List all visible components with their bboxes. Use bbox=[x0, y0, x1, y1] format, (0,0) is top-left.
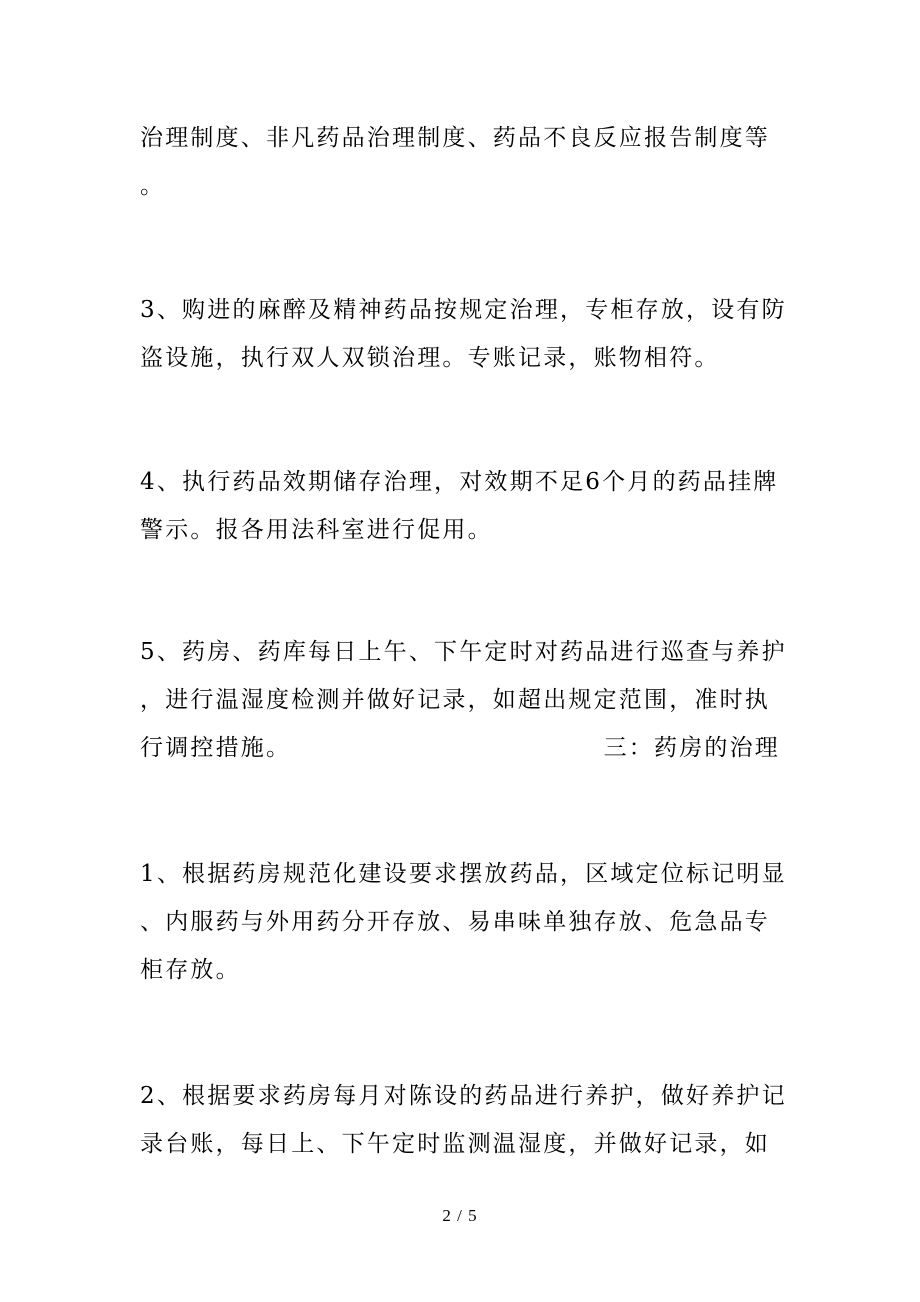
text-line: 盗设施，执行双人双锁治理。专账记录，账物相符。 bbox=[140, 345, 720, 371]
text-line: 。 bbox=[140, 173, 166, 199]
text-line: 警示。报各用法科室进行促用。 bbox=[140, 517, 493, 543]
paragraph-item-5-inspection bbox=[140, 628, 787, 772]
text-line: 3、购进的麻醉及精神药品按规定治理，专柜存放，设有防 bbox=[140, 297, 787, 323]
text-line: ，进行温湿度检测并做好记录，如超出规定范围，准时执 bbox=[140, 687, 770, 713]
text-line: 1、根据药房规范化建设要求摆放药品，区域定位标记明显 bbox=[140, 861, 787, 887]
text-line: 治理制度、非凡药品治理制度、药品不良反应报告制度等 bbox=[140, 125, 770, 151]
text-line: 2、根据要求药房每月对陈设的药品进行养护，做好养护记 bbox=[140, 1083, 787, 1109]
text-line: 5、药房、药库每日上午、下午定时对药品进行巡查与养护 bbox=[140, 639, 787, 665]
text-line: 录台账，每日上、下午定时监测温湿度，并做好记录，如 bbox=[140, 1131, 770, 1157]
text-line: 柜存放。 bbox=[140, 957, 241, 983]
paragraph-management-systems bbox=[140, 114, 780, 210]
paragraph-item-1-storage bbox=[140, 850, 787, 994]
section-heading: 三：药房的治理 bbox=[603, 735, 780, 761]
page-number: 2 / 5 bbox=[442, 1206, 478, 1225]
text-line-left: 行调控措施。 bbox=[140, 735, 292, 761]
text-line: 4、执行药品效期储存治理，对效期不足6个月的药品挂牌 bbox=[140, 469, 779, 495]
paragraph-item-2-maintenance bbox=[140, 1072, 787, 1168]
text-line bbox=[140, 724, 780, 772]
paragraph-item-4-expiry bbox=[140, 458, 780, 554]
text-line: 、内服药与外用药分开存放、易串味单独存放、危急品专 bbox=[140, 909, 770, 935]
paragraph-item-3-narcotics bbox=[140, 286, 787, 382]
